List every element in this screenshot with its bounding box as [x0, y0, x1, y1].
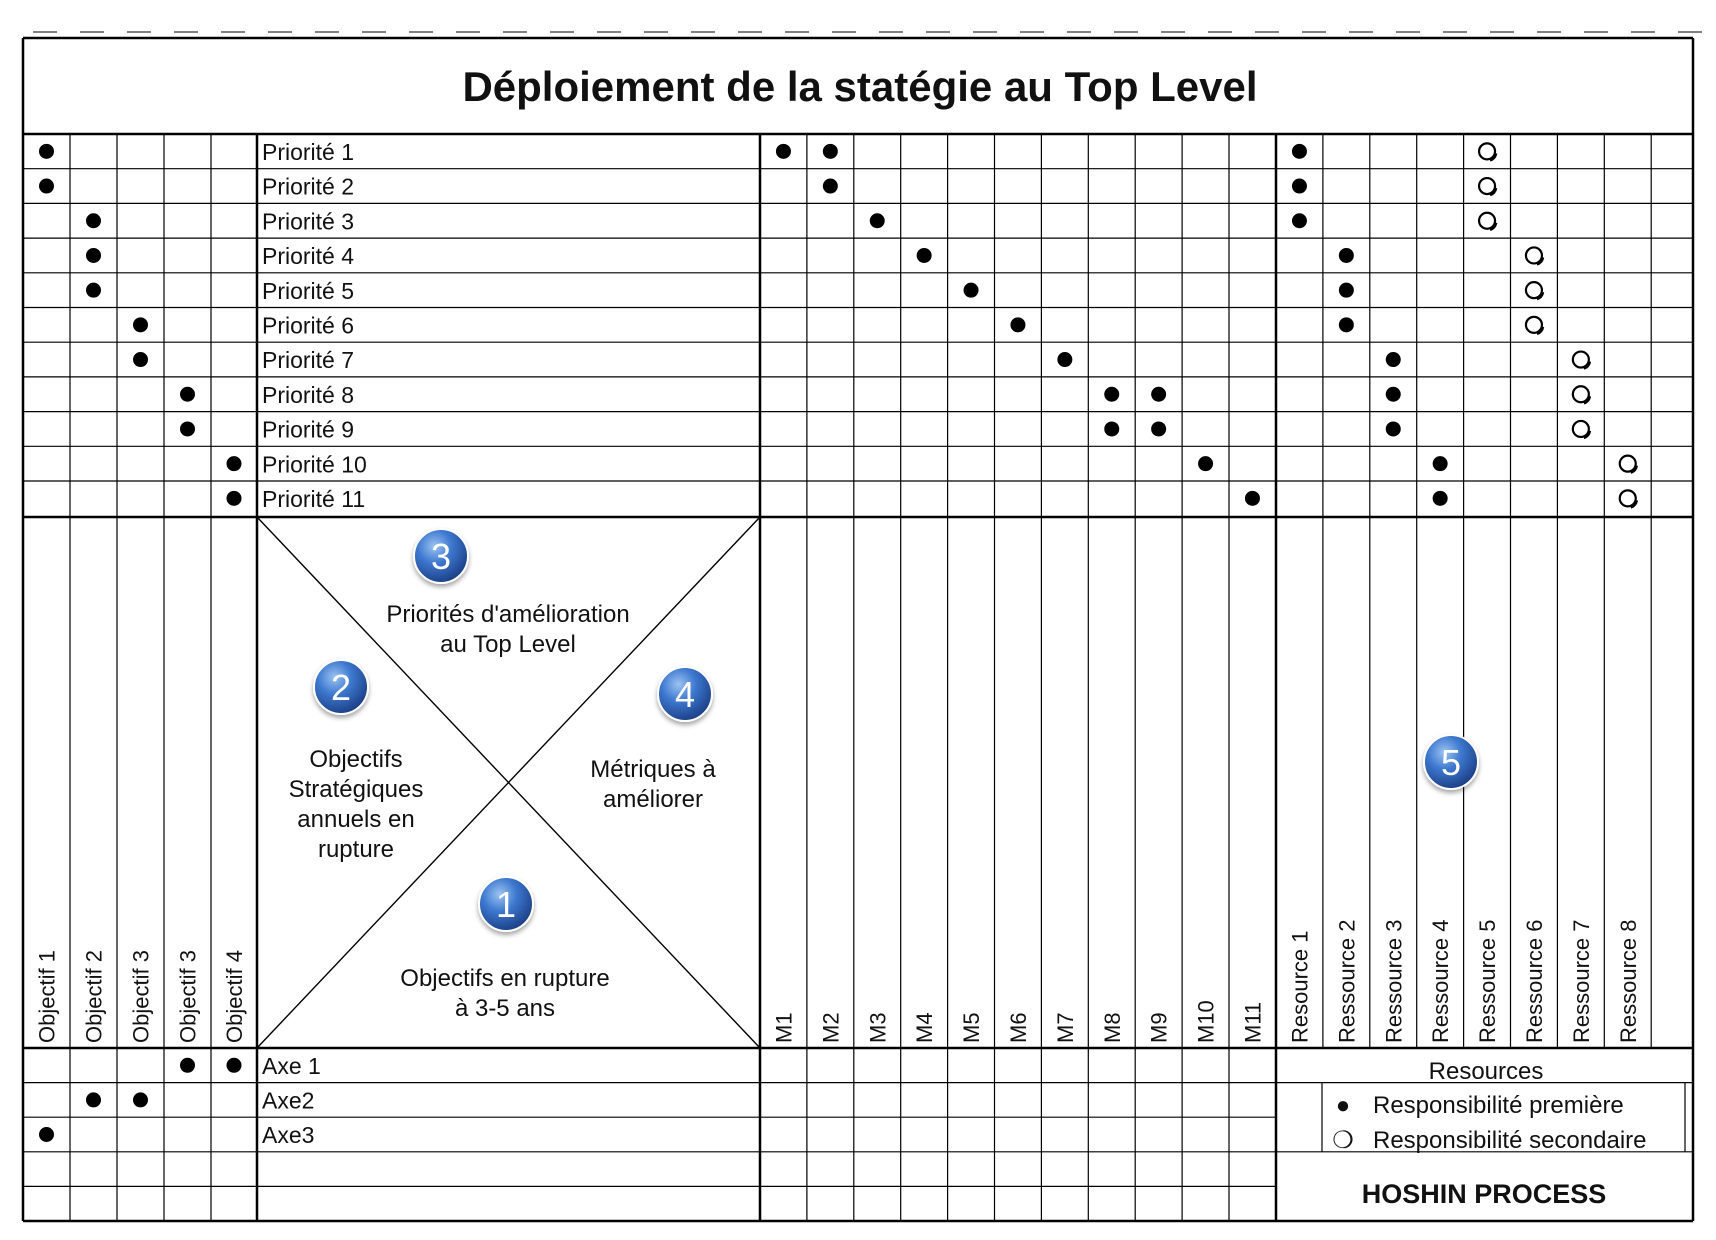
priority-objective-mark: [39, 179, 54, 194]
metric-label: M7: [1052, 1012, 1078, 1043]
primary-responsibility-mark: [1433, 456, 1448, 471]
quadrant-left-line-1: Objectifs: [309, 746, 403, 773]
priority-label: Priorité 10: [262, 451, 367, 478]
secondary-responsibility-mark: [1620, 456, 1637, 473]
priority-label: Priorité 11: [262, 486, 366, 512]
quadrant-top: [386, 601, 629, 658]
quadrant-left-line-3: annuels en: [297, 806, 415, 833]
priority-objective-mark: [133, 317, 148, 332]
resource-label: Ressource 2: [1334, 919, 1360, 1043]
quadrant-bottom-line-1: Objectifs en rupture: [400, 965, 610, 992]
priority-objective-mark: [180, 387, 195, 402]
badge-quadrant-bottom-number: 1: [495, 884, 517, 925]
priority-metric-mark: [776, 144, 791, 159]
objective-label: Objectif 1: [34, 950, 60, 1043]
page-title: Déploiement de la statégie au Top Level: [462, 63, 1258, 110]
priority-label: Priorité 1: [262, 139, 355, 165]
quadrant-bottom-line-2: à 3-5 ans: [454, 995, 556, 1022]
priority-label: Priorité 5: [262, 277, 355, 304]
priority-metric-mark: [1104, 387, 1119, 402]
primary-responsibility-mark: [1386, 352, 1401, 367]
legend-secondary-symbol: ❍: [1332, 1127, 1354, 1154]
secondary-responsibility-mark: [1573, 386, 1590, 403]
resource-label: Ressource 4: [1428, 919, 1454, 1043]
priority-objective-mark: [86, 248, 101, 263]
priority-label: Priorité 2: [262, 173, 355, 200]
resource-label: Resource 1: [1287, 930, 1313, 1043]
primary-responsibility-mark: [1339, 283, 1354, 298]
priority-objective-mark: [227, 491, 242, 506]
priority-metric-mark: [1010, 317, 1025, 332]
priority-objective-mark: [227, 456, 242, 471]
metric-label: M11: [1240, 1001, 1266, 1043]
badge-quadrant-left: [314, 660, 368, 714]
axis-objective-mark: [39, 1127, 54, 1142]
secondary-responsibility-mark: [1479, 178, 1496, 195]
metric-label: M3: [865, 1012, 891, 1043]
secondary-responsibility-mark: [1479, 143, 1496, 160]
secondary-responsibility-mark: [1479, 213, 1496, 230]
badge-resources-number: 5: [1440, 742, 1462, 783]
primary-responsibility-mark: [1292, 144, 1307, 159]
priority-metric-mark: [1245, 491, 1260, 506]
objective-label: Objectif 3: [128, 950, 154, 1043]
primary-responsibility-mark: [1292, 213, 1307, 228]
metric-label: M6: [1005, 1012, 1031, 1043]
secondary-responsibility-mark: [1573, 352, 1590, 369]
quadrant-left: [289, 746, 424, 863]
resource-label: Ressource 8: [1615, 919, 1641, 1043]
badge-quadrant-top-number: 3: [430, 536, 452, 577]
priority-objective-mark: [86, 283, 101, 298]
badge-resources: [1424, 735, 1478, 789]
brand-label: HOSHIN PROCESS: [1361, 1179, 1607, 1209]
quadrant-left-line-2: Stratégiques: [288, 776, 424, 803]
primary-responsibility-mark: [1386, 387, 1401, 402]
primary-responsibility-mark: [1433, 491, 1448, 506]
metric-label: M8: [1099, 1012, 1125, 1043]
priority-metric-mark: [1057, 352, 1072, 367]
legend-title: Resources: [1428, 1058, 1544, 1085]
axis-objective-mark: [180, 1058, 195, 1073]
quadrant-right-line-1: Métriques à: [590, 756, 716, 783]
resource-label: Ressource 7: [1568, 919, 1594, 1043]
quadrant-top-line-2: au Top Level: [440, 631, 576, 658]
metric-label: M4: [912, 1012, 938, 1043]
legend: [1332, 1058, 1646, 1154]
axis-label: Axe3: [262, 1122, 315, 1149]
secondary-responsibility-mark: [1573, 421, 1590, 438]
axis-objective-mark: [133, 1092, 148, 1107]
primary-responsibility-mark: [1386, 421, 1401, 436]
primary-responsibility-mark: [1339, 248, 1354, 263]
axis-objective-mark: [86, 1092, 101, 1107]
objective-label: Objectif 3: [175, 950, 201, 1043]
metric-label: M5: [959, 1012, 985, 1043]
objective-label: Objectif 4: [222, 950, 247, 1043]
axis-objective-mark: [227, 1058, 242, 1073]
metric-label: M1: [771, 1012, 797, 1043]
resource-label: Ressource 6: [1521, 919, 1547, 1043]
priority-label: Priorité 3: [262, 208, 355, 235]
primary-responsibility-mark: [1292, 179, 1307, 194]
legend-secondary-label: Responsibilité secondaire: [1373, 1127, 1647, 1154]
priority-metric-mark: [1104, 421, 1119, 436]
priority-label: Priorité 6: [262, 312, 355, 339]
priority-metric-mark: [870, 213, 885, 228]
priority-objective-mark: [180, 421, 195, 436]
quadrant-bottom: [400, 965, 609, 1022]
priority-label: Priorité 7: [262, 347, 355, 374]
badge-quadrant-left-number: 2: [330, 667, 352, 708]
badge-quadrant-right-number: 4: [674, 674, 696, 715]
priority-objective-mark: [86, 213, 101, 228]
primary-responsibility-mark: [1339, 317, 1354, 332]
secondary-responsibility-mark: [1526, 247, 1543, 264]
quadrant-right: [590, 756, 716, 813]
resource-label: Ressource 5: [1475, 919, 1501, 1043]
priority-metric-mark: [823, 179, 838, 194]
legend-primary-label: Responsibilité première: [1373, 1092, 1624, 1119]
secondary-responsibility-mark: [1526, 282, 1543, 299]
priority-metric-mark: [1151, 421, 1166, 436]
quadrant-right-line-2: améliorer: [602, 786, 704, 813]
matrix-labels: [35, 139, 1641, 1148]
priority-metric-mark: [917, 248, 932, 263]
priority-metric-mark: [823, 144, 838, 159]
priority-metric-mark: [964, 283, 979, 298]
badge-quadrant-right: [658, 667, 712, 721]
quadrant-left-line-4: rupture: [317, 836, 395, 863]
quadrant-top-line-1: Priorités d'amélioration: [386, 601, 630, 628]
metric-label: M9: [1146, 1012, 1172, 1043]
objective-label: Objectif 2: [81, 950, 107, 1043]
badge-quadrant-bottom: [479, 877, 533, 931]
priority-metric-mark: [1198, 456, 1213, 471]
legend-primary-symbol: ●: [1335, 1092, 1351, 1119]
metric-label: M2: [818, 1012, 844, 1043]
priority-label: Priorité 8: [262, 381, 355, 408]
badge-quadrant-top: [414, 529, 468, 583]
axis-label: Axe2: [262, 1087, 315, 1114]
resource-label: Ressource 3: [1381, 919, 1407, 1043]
metric-label: M10: [1193, 1000, 1219, 1043]
priority-objective-mark: [133, 352, 148, 367]
secondary-responsibility-mark: [1620, 490, 1637, 507]
priority-objective-mark: [39, 144, 54, 159]
axis-label: Axe 1: [262, 1053, 321, 1079]
priority-metric-mark: [1151, 387, 1166, 402]
priority-label: Priorité 4: [262, 243, 355, 270]
secondary-responsibility-mark: [1526, 317, 1543, 334]
priority-label: Priorité 9: [262, 416, 355, 443]
